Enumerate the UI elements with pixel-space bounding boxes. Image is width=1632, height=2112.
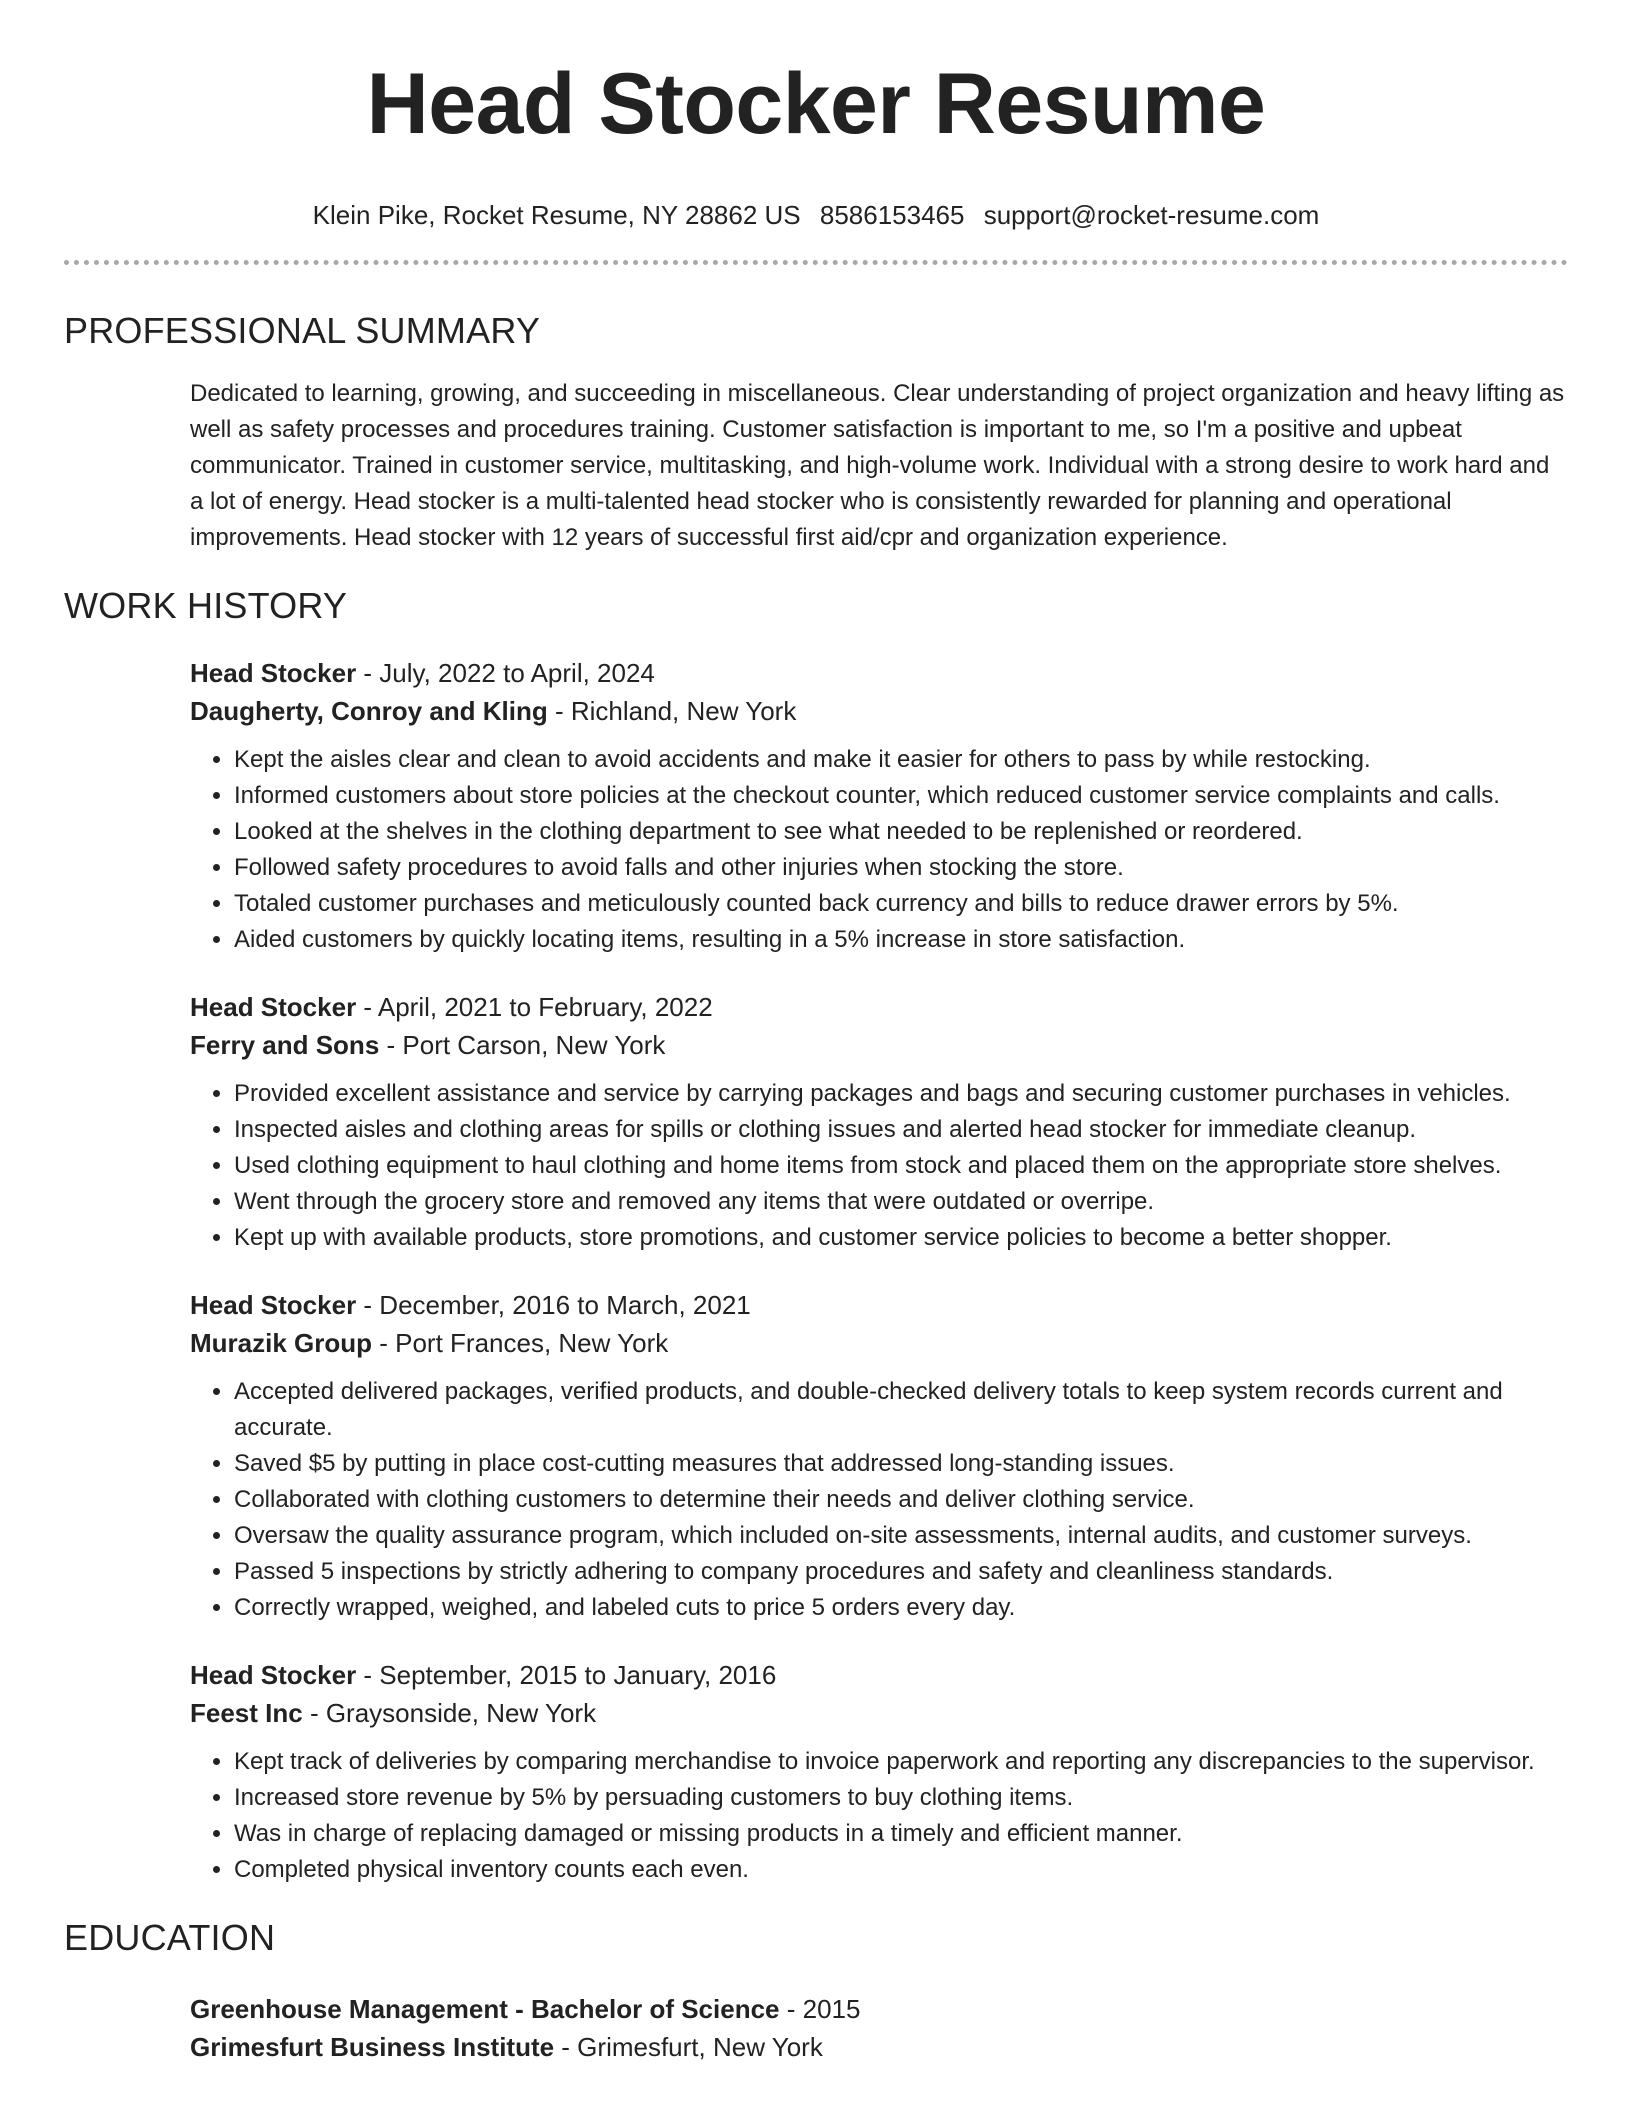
job-title-line <box>190 1286 1568 1324</box>
job-location: - Port Frances, New York <box>372 1328 669 1358</box>
job-company-line <box>190 1324 1568 1362</box>
education-school: Grimesfurt Business Institute <box>190 2032 555 2062</box>
section-heading-summary: PROFESSIONAL SUMMARY <box>64 310 541 351</box>
education-location: - Grimesfurt, New York <box>554 2032 823 2062</box>
job-title: Head Stocker <box>190 1290 357 1320</box>
job-bullet: • Completed physical inventory counts each even. <box>234 1852 1568 1888</box>
job-company: Daugherty, Conroy and Kling <box>190 696 548 726</box>
job-bullet: • Aided customers by quickly locating items, resulting in a 5% increase in store satisfaction. <box>234 922 1568 958</box>
job-company-line <box>190 1026 1568 1064</box>
contact-phone: 8586153465 <box>819 200 965 230</box>
job-bullet: • Kept track of deliveries by comparing merchandise to invoice paperwork and reporting any discrepancies to the supervisor. <box>234 1744 1568 1780</box>
education-year: - 2015 <box>779 1994 861 2024</box>
job-dates: - April, 2021 to February, 2022 <box>356 992 713 1022</box>
job-bullets <box>190 1744 1568 1888</box>
section-heading-work-history: WORK HISTORY <box>64 585 348 626</box>
job-bullet: • Kept the aisles clear and clean to avoid accidents and make it easier for others to pass by while restocking. <box>234 742 1568 778</box>
job-bullet: • Used clothing equipment to haul clothing and home items from stock and placed them on the appropriate store shelves. <box>234 1148 1568 1184</box>
job-title: Head Stocker <box>190 992 357 1022</box>
job-bullet: • Accepted delivered packages, verified products, and double-checked delivery totals to keep system records current and accurate. <box>234 1374 1568 1446</box>
job-entry <box>190 1286 1568 1626</box>
job-company: Murazik Group <box>190 1328 373 1358</box>
job-company-line <box>190 1694 1568 1732</box>
summary-text: Dedicated to learning, growing, and succeeding in miscellaneous. Clear understanding of project organization and heavy lifting as well as safety processes and procedures training. Customer satisfaction is important to me, so I'm a positive and upbeat communicator. Trained in customer service, multitasking, and high-volume work. Individual with a strong desire to work hard and a lot of energy. Head stocker is a multi-talented head stocker who is consistently rewarded for planning and operational improvements. Head stocker with 12 years of successful first aid/cpr and organization experience. <box>190 380 1565 551</box>
job-bullet: • Informed customers about store policies at the checkout counter, which reduced customer service complaints and calls. <box>234 778 1568 814</box>
contact-line <box>64 200 1568 230</box>
section-heading-education: EDUCATION <box>64 1917 276 1958</box>
job-location: - Richland, New York <box>547 696 797 726</box>
job-bullet: • Saved $5 by putting in place cost-cutting measures that addressed long-standing issues. <box>234 1446 1568 1482</box>
job-bullet: • Looked at the shelves in the clothing department to see what needed to be replenished or reordered. <box>234 814 1568 850</box>
job-bullet: • Inspected aisles and clothing areas for spills or clothing issues and alerted head stocker for immediate cleanup. <box>234 1112 1568 1148</box>
education-school-line <box>190 2028 1568 2066</box>
job-dates: - December, 2016 to March, 2021 <box>356 1290 751 1320</box>
job-entry <box>190 1656 1568 1888</box>
education-degree: Greenhouse Management - Bachelor of Science <box>190 1994 780 2024</box>
job-dates: - July, 2022 to April, 2024 <box>356 658 655 688</box>
job-title-line <box>190 1656 1568 1694</box>
education-degree-line <box>190 1990 1568 2028</box>
job-title: Head Stocker <box>190 1660 357 1690</box>
job-bullet: • Totaled customer purchases and meticulously counted back currency and bills to reduce drawer errors by 5%. <box>234 886 1568 922</box>
job-title-line <box>190 654 1568 692</box>
job-dates: - September, 2015 to January, 2016 <box>356 1660 777 1690</box>
job-bullet: • Kept up with available products, store promotions, and customer service policies to become a better shopper. <box>234 1220 1568 1256</box>
job-title-line <box>190 988 1568 1026</box>
contact-address: Klein Pike, Rocket Resume, NY 28862 US <box>312 200 801 230</box>
job-bullets <box>190 1076 1568 1256</box>
job-title: Head Stocker <box>190 658 357 688</box>
job-bullet: • Increased store revenue by 5% by persuading customers to buy clothing items. <box>234 1780 1568 1816</box>
job-bullet: • Provided excellent assistance and service by carrying packages and bags and securing customer purchases in vehicles. <box>234 1076 1568 1112</box>
job-location: - Port Carson, New York <box>379 1030 666 1060</box>
job-bullet: • Correctly wrapped, weighed, and labeled cuts to price 5 orders every day. <box>234 1590 1568 1626</box>
job-location: - Graysonside, New York <box>302 1698 597 1728</box>
job-bullet: • Oversaw the quality assurance program, which included on-site assessments, internal audits, and customer surveys. <box>234 1518 1568 1554</box>
job-bullets <box>190 1374 1568 1626</box>
job-entry <box>190 654 1568 958</box>
job-bullets <box>190 742 1568 958</box>
job-company-line <box>190 692 1568 730</box>
job-bullet: • Collaborated with clothing customers to determine their needs and deliver clothing service. <box>234 1482 1568 1518</box>
education-entry <box>190 1990 1568 2066</box>
job-bullet: • Went through the grocery store and removed any items that were outdated or overripe. <box>234 1184 1568 1220</box>
job-entry <box>190 988 1568 1256</box>
job-bullet: • Followed safety procedures to avoid falls and other injuries when stocking the store. <box>234 850 1568 886</box>
header-divider <box>64 260 1568 265</box>
job-company: Ferry and Sons <box>190 1030 380 1060</box>
job-bullet: • Was in charge of replacing damaged or missing products in a timely and efficient manner. <box>234 1816 1568 1852</box>
job-bullet: • Passed 5 inspections by strictly adhering to company procedures and safety and cleanliness standards. <box>234 1554 1568 1590</box>
contact-email: support@rocket-resume.com <box>983 200 1320 230</box>
job-company: Feest Inc <box>190 1698 303 1728</box>
page-title: Head Stocker Resume <box>366 56 1266 152</box>
